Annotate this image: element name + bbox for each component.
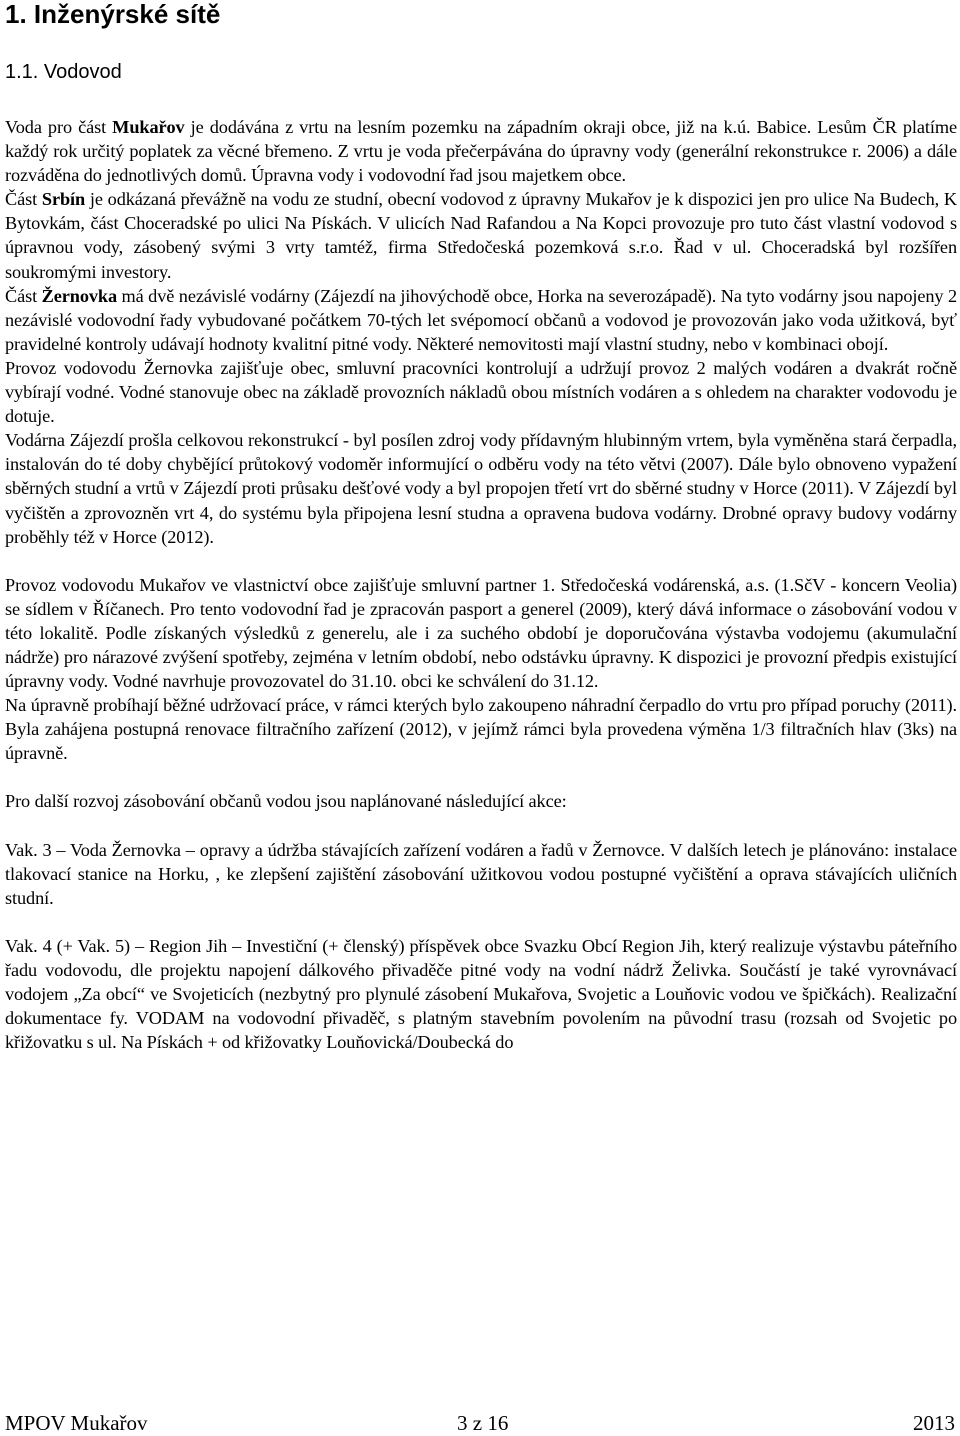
text-run: Voda pro část: [5, 117, 113, 137]
paragraph-zernovka: [5, 284, 957, 356]
footer-year: 2013: [913, 1411, 955, 1435]
footer-page-number: 3 z 16: [457, 1411, 509, 1435]
bold-place-name: Žernovka: [41, 285, 118, 306]
paragraph-zernovka-operation: Provoz vodovodu Žernovka zajišťuje obec, smluvní pracovníci kontrolují a udržují provoz 2 malých vodáren a dvakrát ročně vybírají vodné. Vodné stanovuje obec na základě provozních nákladů obou místních vodáren a s ohledem na charakter vodovodu je dotuje.: [5, 357, 957, 427]
text-run: je dodávána z vrtu na lesním pozemku na západním okraji obce, již na k.ú. Babice. Lesům ČR platíme každý rok určitý poplatek za věcné břemeno. Z vrtu je voda přečerpávána do úpravny vody (generální rekonstrukce r. 2006) a dále rozváděna do jednotlivých domů. Úpravna vody i vodovodní řad jsou majetkem obce.: [5, 117, 957, 186]
chapter-heading: 1. Inženýrské sítě: [5, 0, 221, 29]
paragraph-mukarov-operation: Provoz vodovodu Mukařov ve vlastnictví obce zajišťuje smluvní partner 1. Středočeská vodárenská, a.s. (1.SčV - koncern Veolia) se sídlem v Říčanech. Pro tento vodovodní řad je zpracován pasport a generel (2009), který dává informace o zásobování vodou v této lokalitě. Podle získaných výsledků z generelu, ale i za suchého období je doporučována výstavba vodojemu (akumulační nádrže) pro nárazové zvýšení spotřeby, zejména v letním období, nebo odstávku úpravny. K dispozici je provozní předpis existující úpravny vody. Vodné navrhuje provozovatel do 31.10. obci ke schválení do 31.12.: [5, 574, 957, 692]
text-run: má dvě nezávislé vodárny (Zájezdí na jihovýchodě obce, Horka na severozápadě). Na tyto vodárny jsou napojeny 2 nezávislé vodovodní řady vybudované počátkem 70-tých let svépomocí občanů a vodovod je provozován jako voda užitková, byť pravidelné kontroly udávají hodnoty kvalitní pitné vody. Některé nemovitosti mají vlastní studny, nebo v kombinaci obojí.: [5, 285, 957, 354]
footer-document-name: MPOV Mukařov: [5, 1411, 148, 1435]
section-heading: 1.1. Vodovod: [5, 61, 122, 83]
text-run: Část: [5, 189, 42, 210]
document-body: [5, 115, 957, 1054]
paragraph-action-vak4: Vak. 4 (+ Vak. 5) – Region Jih – Investiční (+ členský) příspěvek obce Svazku Obcí Region Jih, který realizuje výstavbu páteřního řadu vodovodu, dle projektu napojení dálkového přivaděče pitné vody na vodní nádrž Želivka. Součástí je také vyrovnávací vodojem „Za obcí“ ve Svojeticích (nezbytný pro plynulé zásobení Mukařova, Svojetic a Louňovic vodou ve špičkách). Realizační dokumentace fy. VODAM na vodovodní přivaděč, s platným stavebním povolením na původní trasu (rozsah od Svojetic po křižovatku s ul. Na Pískách + od křižovatky Louňovická/Doubecká do: [5, 935, 957, 1053]
bold-place-name: Mukařov: [112, 117, 185, 137]
paragraph-planned-actions-intro: Pro další rozvoj zásobování občanů vodou jsou naplánované následující akce:: [5, 791, 567, 812]
paragraph-srbin: [5, 187, 957, 283]
paragraph-zajezdi-reconstruction: Vodárna Zájezdí prošla celkovou rekonstrukcí - byl posílen zdroj vody přídavným hlubinným vrtem, byla vyměněna stará čerpadla, instalován do té doby chybějící průtokový vodoměr informující o odběru vody na této větvi (2007). Dále bylo obnoveno vypažení sběrných studní a vrtů v Zájezdí proti průsaku dešťové vody a byl propojen třetí vrt do sběrné studny v Horce (2011). V Zájezdí byl vyčištěn a zprovozněn vrt 4, do systému byla připojena lesní studna a opravena budova vodárny. Drobné opravy budovy vodárny proběhly též v Horce (2012).: [5, 430, 957, 547]
paragraph-action-vak3: Vak. 3 – Voda Žernovka – opravy a údržba stávajících zařízení vodáren a řadů v Žernovce. V dalších letech je plánováno: instalace tlakovací stanice na Horku, , ke zlepšení zajištění zásobování užitkovou vodou postupné vyčištění a oprava stávajících uličních studní.: [5, 839, 957, 908]
text-run: je odkázaná převážně na vodu ze studní, obecní vodovod z úpravny Mukařov je k dispozici jen pro ulice Na Budech, K Bytovkám, část Choceradské po ulici Na Pískách. V ulicích Nad Rafandou a Na Kopci provozuje pro tuto část vlastní vodovod s úpravnou vody, zásobený svými 3 vrty tamtéž, firma Středočeská pozemková s.r.o. Řad v ul. Choceradská byl rozšířen soukromými investory.: [5, 189, 957, 282]
paragraph-mukarov: [5, 115, 957, 187]
bold-place-name: Srbín: [41, 189, 86, 210]
paragraph-maintenance: Na úpravně probíhají běžné udržovací práce, v rámci kterých bylo zakoupeno náhradní čerpadlo do vrtu pro případ poruchy (2011). Byla zahájena postupná renovace filtračního zařízení (2012), v jejímž rámci byla provedena výměna 1/3 filtračních hlav (3ks) na úpravně.: [5, 695, 957, 764]
text-run: Část: [5, 285, 42, 306]
